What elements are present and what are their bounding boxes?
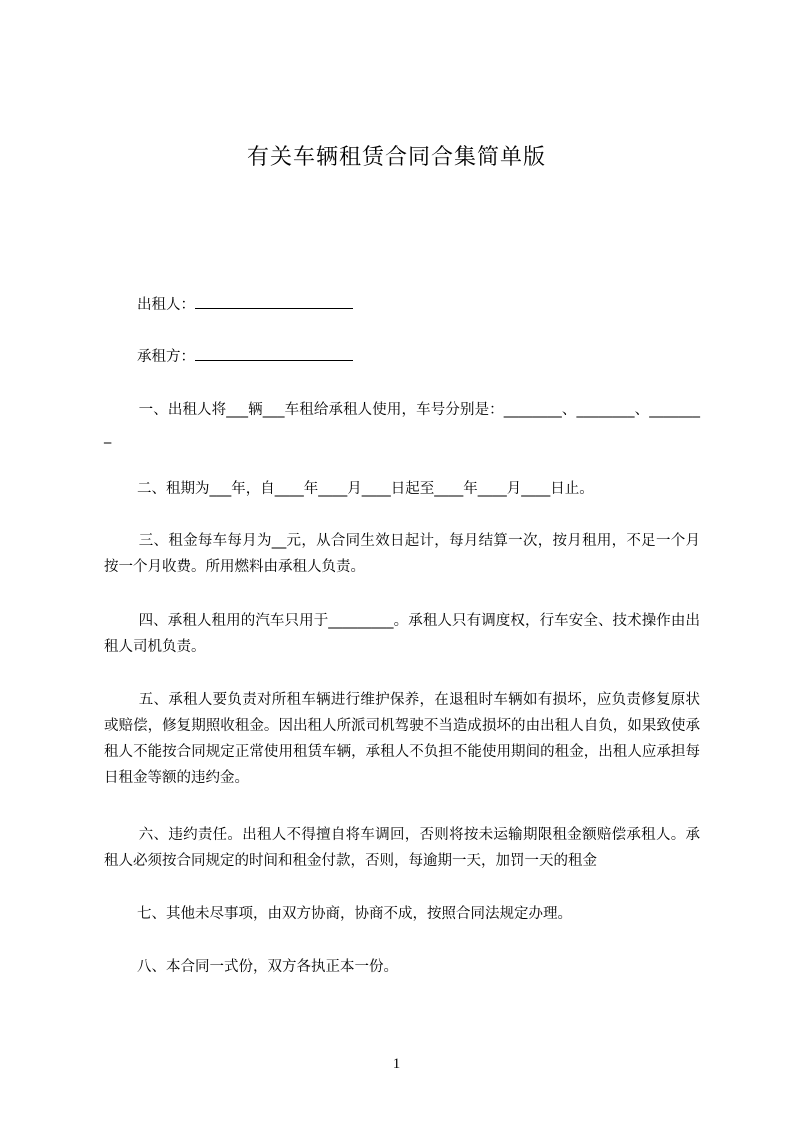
clause-8: 八、本合同一式份，双方各执正本一份。 xyxy=(137,959,398,975)
clause-6: 六、违约责任。出租人不得擅自将车调回，否则将按未运输期限租金额赔偿承租人。承租人必须按合同规定的时间和租金付款，否则，每逾期一天，加罚一天的租金 xyxy=(104,827,700,869)
clause-2: 二、租期为___年，自____年____月____日起至____年____月____日止。 xyxy=(137,481,594,497)
clause-7: 七、其他未尽事项，由双方协商，协商不成，按照合同法规定办理。 xyxy=(137,906,572,922)
lessor-blank-line xyxy=(195,296,353,309)
document-title: 有关车辆租赁合同合集简单版 xyxy=(246,145,546,170)
lessee-label: 承租方： xyxy=(137,349,195,365)
lessee-field xyxy=(137,345,353,366)
clause-5: 五、承租人要负责对所租车辆进行维护保养，在退租时车辆如有损坏，应负责修复原状或赔偿，修复期照收租金。因出租人所派司机驾驶不当造成损坏的由出租人自负，如果致使承租人不能按合同规定正常使用租赁车辆，承租人不负担不能使用期间的租金，出租人应承担每日租金等额的违约金。 xyxy=(104,692,700,786)
page-number: 1 xyxy=(392,1056,401,1072)
clause-3: 三、租金每车每月为__元，从合同生效日起计，每月结算一次，按月租用，不足一个月按一个月收费。所用燃料由承租人负责。 xyxy=(104,533,700,575)
clause-1: 一、出租人将___辆___车租给承租人使用，车号分别是：________、________、________ xyxy=(104,402,700,444)
lessor-label: 出租人： xyxy=(137,297,195,313)
lessee-blank-line xyxy=(195,348,353,361)
clause-4: 四、承租人租用的汽车只用于_________。承租人只有调度权，行车安全、技术操作由出租人司机负责。 xyxy=(104,613,700,655)
lessor-field xyxy=(137,293,353,314)
